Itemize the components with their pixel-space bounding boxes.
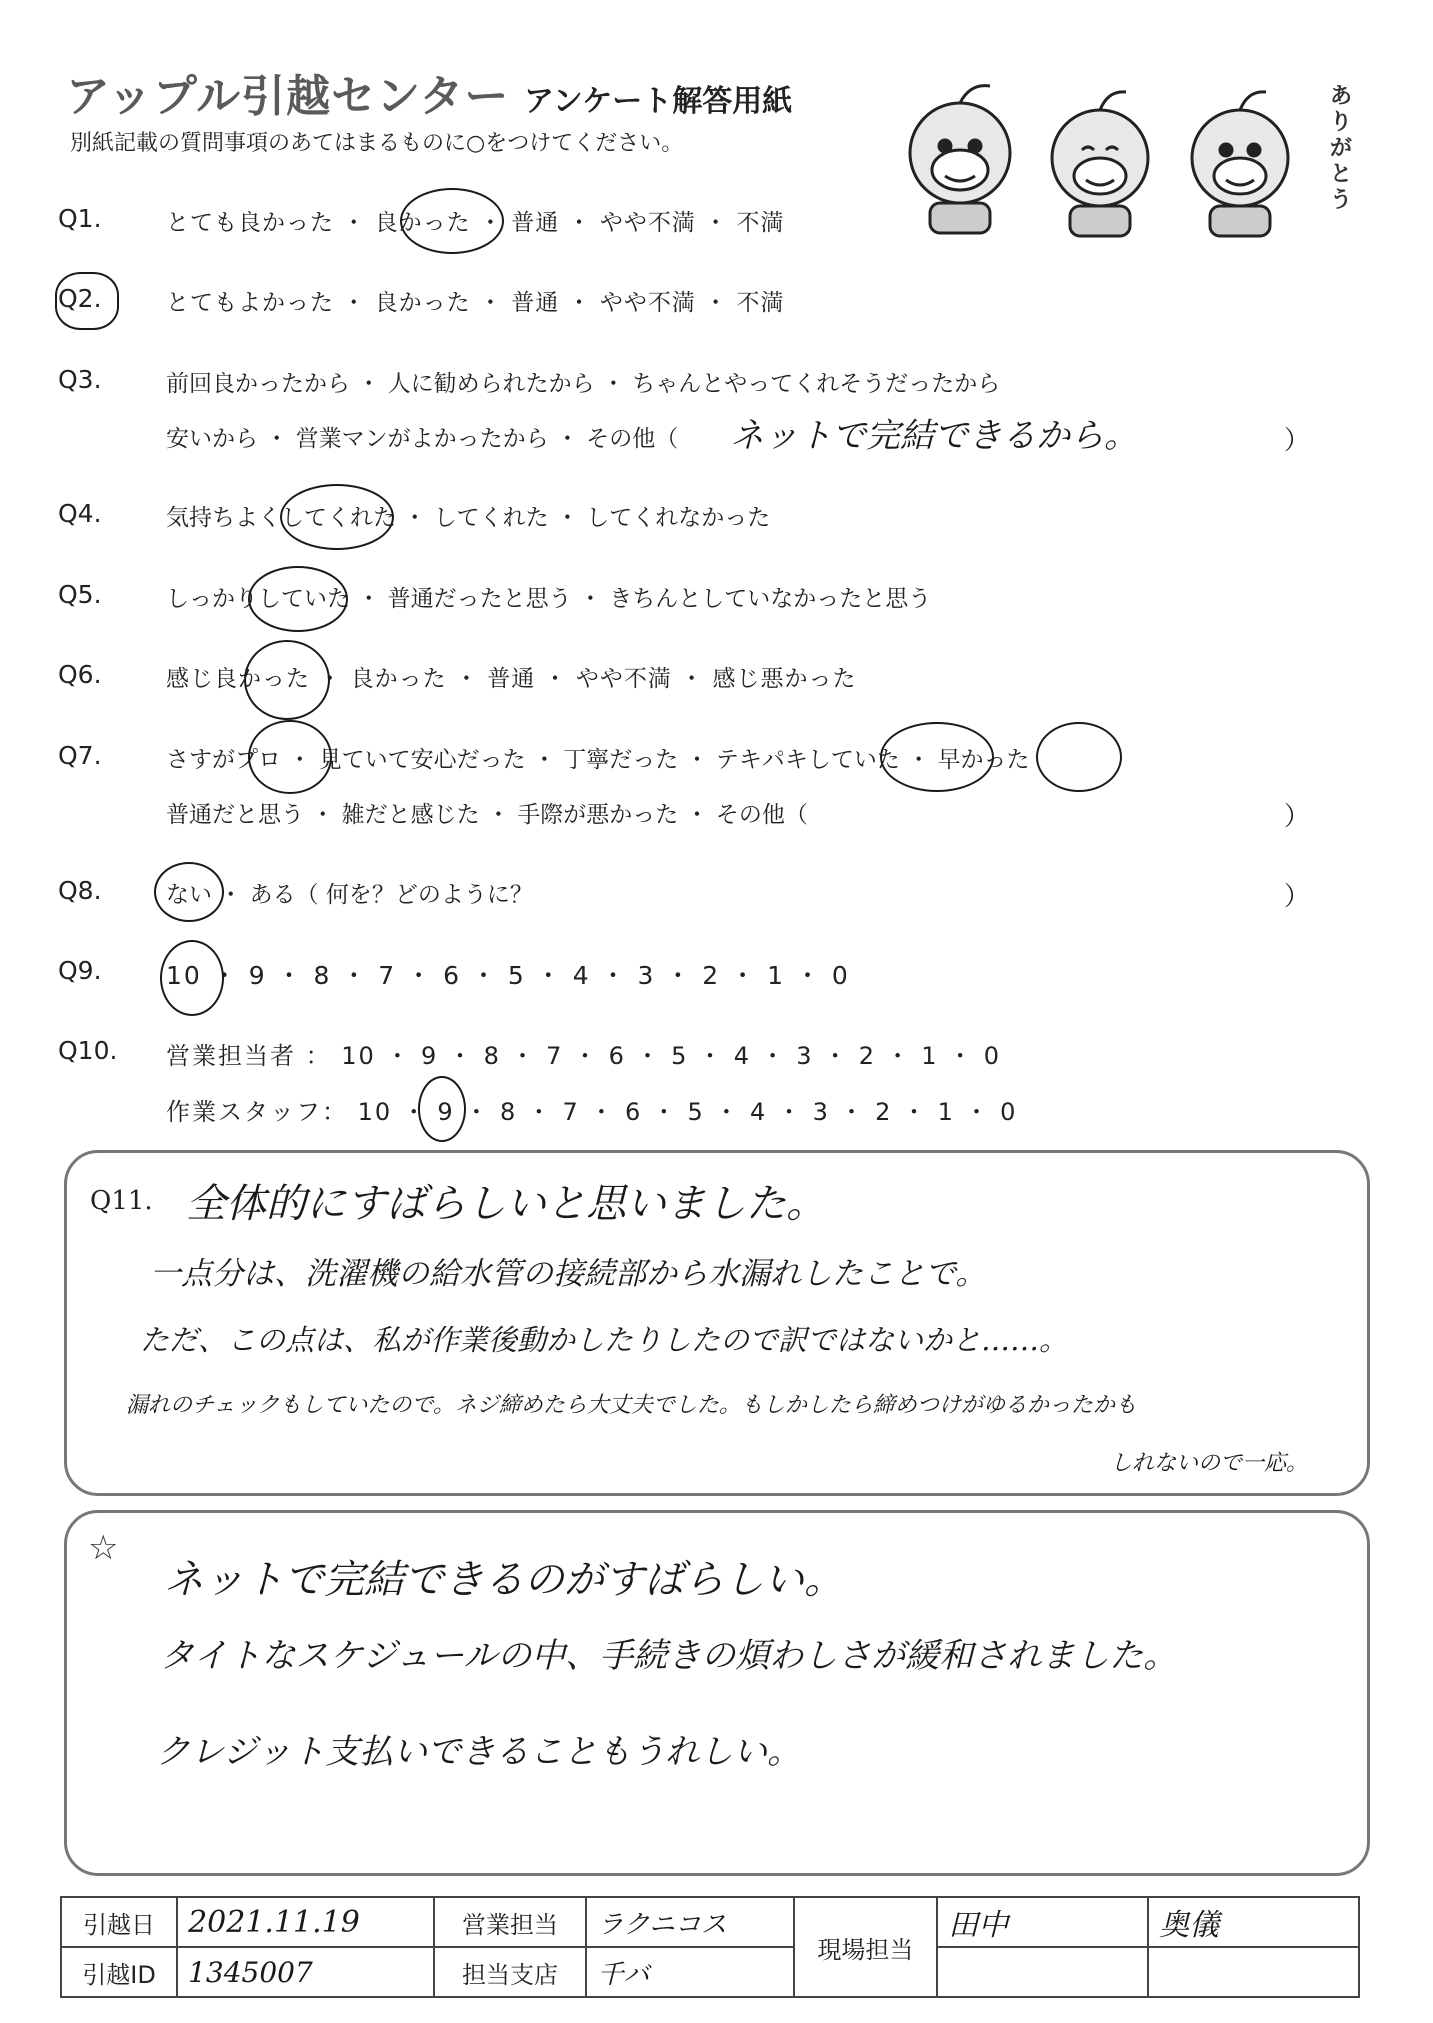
- mascot-center: [1052, 92, 1148, 236]
- q9-scale: 10 ・ 9 ・ 8 ・ 7 ・ 6 ・ 5 ・ 4 ・ 3 ・ 2 ・ 1 ・ 0: [166, 961, 850, 990]
- branch-label: 担当支店: [434, 1947, 587, 1997]
- q7-fast-mark: [1036, 722, 1122, 792]
- branch-value-cell: [586, 1947, 793, 1997]
- site-empty-cell-2: [1148, 1947, 1359, 1997]
- q9-answer-mark: [160, 940, 224, 1016]
- q3-options-line1: 前回良かったから ・ 人に勧められたから ・ ちゃんとやってくれそうだったから: [166, 371, 1001, 397]
- sales-value: ラクニコス: [597, 1909, 727, 1940]
- form-title: アンケート解答用紙: [524, 84, 793, 119]
- move-id-value: 1345007: [188, 1955, 313, 1989]
- q1-label: Q1.: [58, 204, 102, 233]
- q10-staff-answer-mark: [418, 1076, 466, 1142]
- q11-line-2: 一点分は、洗濯機の給水管の接続部から水漏れしたことで。: [150, 1256, 987, 1292]
- q9-label: Q9.: [58, 956, 102, 985]
- q10-staff-scale: 作業スタッフ： 10 ・ 9 ・ 8 ・ 7 ・ 6 ・ 5 ・ 4 ・ 3 ・ 2 ・ 1 ・ 0: [166, 1098, 1018, 1126]
- q2-label: Q2.: [58, 284, 102, 313]
- move-id-cell: [177, 1947, 434, 1997]
- q11-line-4: 漏れのチェックもしていたので。ネジ締めたら大丈夫でした。もしかしたら締めつけがゆるかったかも: [126, 1393, 1137, 1418]
- move-id-label: 引越ID: [61, 1947, 177, 1997]
- site-empty-cell-1: [937, 1947, 1148, 1997]
- site-staff-2: 奥儀: [1159, 1908, 1220, 1943]
- q7-pro-mark: [248, 720, 332, 794]
- q6-options: 感じ良かった ・ 良かった ・ 普通 ・ やや不満 ・ 感じ悪かった: [166, 666, 857, 692]
- q10-sales-scale: 営業担当者 ： 10 ・ 9 ・ 8 ・ 7 ・ 6 ・ 5 ・ 4 ・ 3 ・ 2 ・ 1 ・ 0: [166, 1042, 1002, 1070]
- q3-close-paren: ）: [1284, 426, 1311, 456]
- branch-value: 千バ: [597, 1959, 650, 1990]
- thanks-text: ありがとう: [1330, 84, 1353, 213]
- site-staff-2-cell: [1148, 1897, 1359, 1947]
- q7-tekipaki-mark: [880, 722, 994, 792]
- q8-answer-mark: [154, 862, 224, 922]
- site-staff-1: 田中: [948, 1908, 1009, 1943]
- q7-options-line1: さすがプロ ・ 見ていて安心だった ・ 丁寧だった ・ テキパキしていた ・ 早かった: [166, 747, 1030, 773]
- instruction-text: 別紙記載の質問事項のあてはまるものに○をつけてください。: [70, 131, 684, 156]
- q8-label: Q8.: [58, 876, 102, 905]
- site-staff-1-cell: [937, 1897, 1148, 1947]
- q8-options: ない ・ ある（ 何を？どのように？: [166, 882, 533, 908]
- q3-options-line2: 安いから ・ 営業マンがよかったから ・ その他（: [166, 426, 679, 452]
- q5-label: Q5.: [58, 580, 102, 609]
- q6-answer-mark: [244, 640, 330, 720]
- q3-other-answer: ネットで完結できるから。: [730, 416, 1138, 456]
- sales-value-cell: [586, 1897, 793, 1947]
- comment-line-1: ネットで完結できるのがすばらしい。: [164, 1557, 844, 1603]
- company-title: アップル引越センター: [66, 71, 510, 122]
- q11-line-3: ただ、この点は、私が作業後動かしたりしたので訳ではないかと……。: [140, 1323, 1069, 1357]
- mascot-left: [910, 86, 1010, 233]
- move-date-value: [177, 1897, 434, 1947]
- mascot-illustration: [890, 58, 1340, 248]
- q3-label: Q3.: [58, 365, 102, 394]
- q7-label: Q7.: [58, 741, 102, 770]
- q4-label: Q4.: [58, 499, 102, 528]
- q5-answer-mark: [248, 566, 348, 632]
- q6-label: Q6.: [58, 660, 102, 689]
- q2-options: とてもよかった ・ 良かった ・ 普通 ・ やや不満 ・ 不満: [166, 290, 785, 316]
- q4-answer-mark: [280, 484, 394, 550]
- q2-stray-mark: [55, 272, 119, 330]
- q8-close-paren: ）: [1284, 882, 1311, 912]
- comment-line-3: クレジット支払いできることもうれしい。: [156, 1732, 802, 1772]
- q7-close-paren: ）: [1284, 802, 1311, 832]
- mascot-right: [1192, 92, 1288, 236]
- q4-options: 気持ちよくしてくれた ・ してくれた ・ してくれなかった: [166, 505, 771, 531]
- q7-options-line2: 普通だと思う ・ 雑だと感じた ・ 手際が悪かった ・ その他（: [166, 802, 808, 828]
- sales-label: 営業担当: [434, 1897, 587, 1947]
- q1-answer-mark: [400, 188, 504, 254]
- comment-line-2: タイトなスケジュールの中、手続きの煩わしさが緩和されました。: [160, 1636, 1178, 1676]
- move-date-label: 引越日: [61, 1897, 177, 1947]
- footer-table: [60, 1896, 1360, 1998]
- q1-options: とても良かった ・ 良かった ・ 普通 ・ やや不満 ・ 不満: [166, 210, 785, 236]
- q11-line-5: しれないので一応。: [1110, 1451, 1309, 1476]
- site-label: 現場担当: [794, 1897, 938, 1997]
- q11-line-1: 全体的にすばらしいと思いました。: [186, 1181, 826, 1227]
- move-date-text: 2021.11.19: [188, 1904, 360, 1940]
- q5-options: しっかりしていた ・ 普通だったと思う ・ きちんとしていなかったと思う: [166, 586, 932, 612]
- star-icon: ☆: [88, 1528, 119, 1568]
- q11-label: Q11.: [90, 1186, 153, 1216]
- q10-label: Q10.: [58, 1036, 118, 1065]
